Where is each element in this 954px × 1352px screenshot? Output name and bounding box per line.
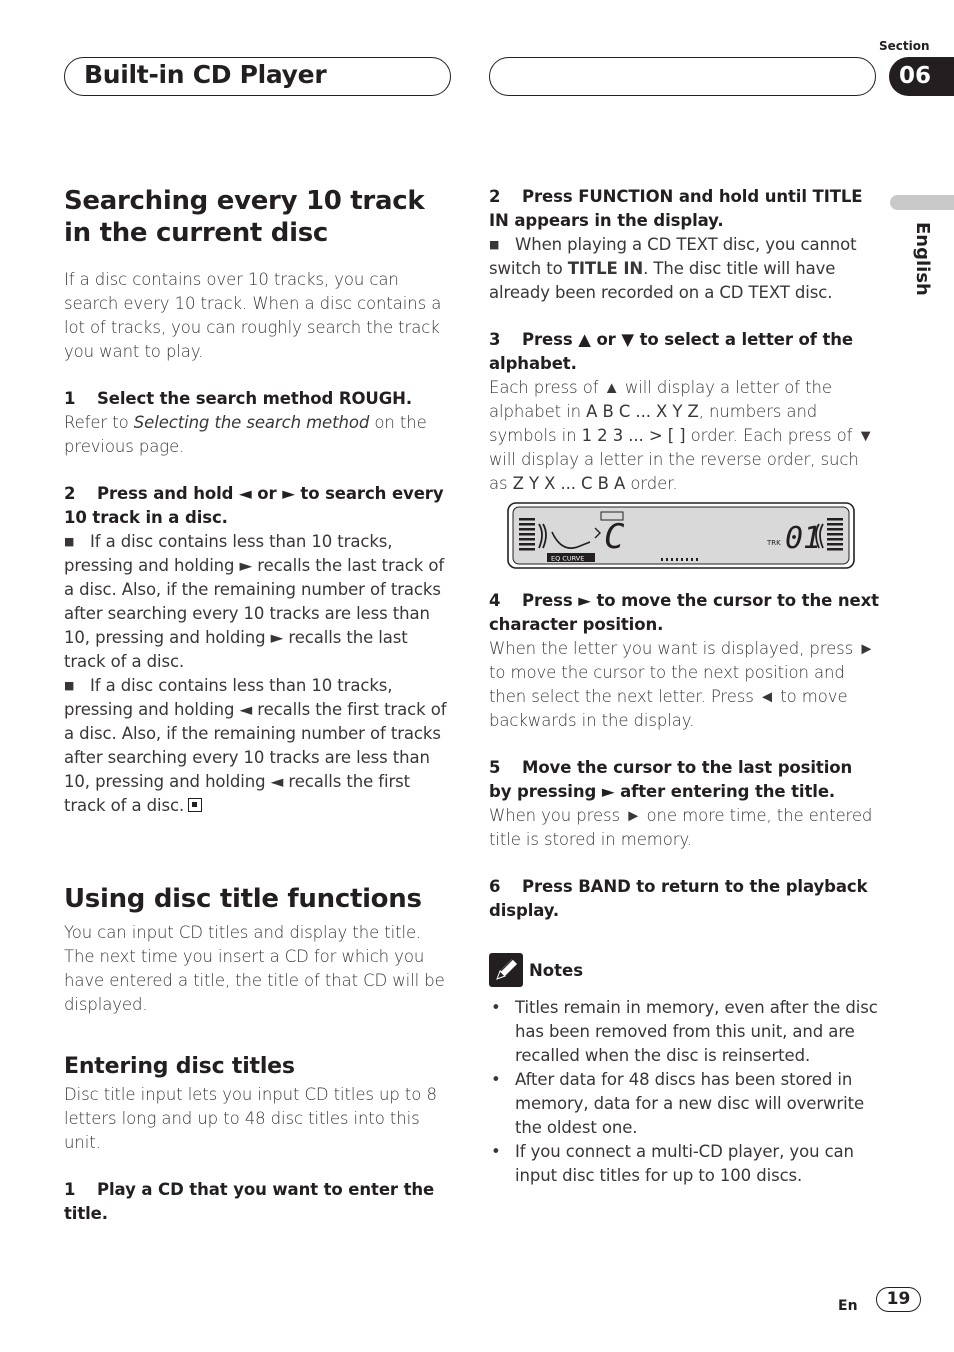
text: order. Each press of ▼ will display a letter in the reverse order, such as xyxy=(489,426,874,493)
step-number: 4 xyxy=(489,591,501,610)
section-label: Section xyxy=(879,39,930,53)
step-number: 1 xyxy=(64,1180,76,1199)
step-text: Press ► to move the cursor to the next character position. xyxy=(489,591,879,634)
bullet-first-track xyxy=(64,674,454,818)
step-select-rough-description xyxy=(64,411,454,459)
step-text: Press ▲ or ▼ to select a letter of the alphabet. xyxy=(489,330,853,373)
note-item: • If you connect a multi-CD player, you can input disc titles for up to 100 discs. xyxy=(489,1140,879,1188)
step-text: Select the search method ROUGH. xyxy=(97,389,413,408)
bullet-text: If a disc contains less than 10 tracks, pressing and holding ► recalls the last track of a disc. Also, if the remaining number of tracks after searching every 10 tracks are less than 10, pressing and holding ► recalls the last track of a disc. xyxy=(64,532,445,671)
step-text: Play a CD that you want to enter the title. xyxy=(64,1180,435,1223)
header-blank-frame xyxy=(489,57,876,96)
step-text: Press FUNCTION and hold until TITLE IN appears in the display. xyxy=(489,187,863,230)
footer-language-code: En xyxy=(838,1298,858,1314)
text: When playing a CD TEXT disc, you cannot switch to xyxy=(489,235,857,278)
letter-sequence: A B C ... X Y Z xyxy=(586,402,699,421)
bullet-last-track xyxy=(64,530,454,674)
step-number: 6 xyxy=(489,877,501,896)
step-select-letter xyxy=(489,328,879,376)
text: Refer to xyxy=(64,413,134,432)
number-sequence: 1 2 3 ... > [ ] xyxy=(581,426,686,445)
step-press-band xyxy=(489,875,879,923)
right-column xyxy=(489,185,879,1188)
square-bullet-icon: ■ xyxy=(64,535,75,548)
lcd-cursor-character: C xyxy=(604,517,625,557)
lcd-display-illustration xyxy=(507,502,855,569)
lcd-eq-curve-label: EQ CURVE xyxy=(551,554,585,563)
step-number: 2 xyxy=(64,484,76,503)
step-move-cursor-description: When the letter you want is displayed, press ► to move the cursor to the next position and then select the next letter. Press ◄ to move backwards in the display. xyxy=(489,639,875,730)
heading-entering-disc-titles: Entering disc titles xyxy=(64,1054,295,1079)
step-number: 2 xyxy=(489,187,501,206)
text: order. xyxy=(625,474,678,493)
reverse-sequence: Z Y X ... C B A xyxy=(512,474,626,493)
step-last-position xyxy=(489,756,879,804)
step-number: 5 xyxy=(489,758,501,777)
text: Each press of ▲ will display a letter of the alphabet in xyxy=(489,378,832,421)
step-text: Press and hold ◄ or ► to search every 10 track in a disc. xyxy=(64,484,444,527)
heading-using-disc-title-functions: Using disc title functions xyxy=(64,884,422,914)
text: . The disc title will have already been recorded on a CD TEXT disc. xyxy=(489,259,836,302)
left-column xyxy=(64,185,454,1226)
note-item: • After data for 48 discs has been stored in memory, data for a new disc will overwrite the oldest one. xyxy=(489,1068,879,1140)
page-number: 19 xyxy=(876,1287,921,1312)
square-bullet-icon: ■ xyxy=(64,679,75,692)
notes-header xyxy=(489,953,879,987)
text: , numbers and symbols in xyxy=(489,402,818,445)
mode-name: TITLE IN xyxy=(567,259,644,278)
bullet-text: If a disc contains less than 10 tracks, pressing and holding ◄ recalls the first track of a disc. Also, if the remaining number of tracks after searching every 10 tracks are less than 10, pressing and holding ◄ recalls the first track of a disc. xyxy=(64,676,447,815)
paragraph-entering-intro: Disc title input lets you input CD titles up to 8 letters long and up to 48 disc titles into this unit. xyxy=(64,1085,437,1152)
chapter-title: Built-in CD Player xyxy=(84,60,327,89)
step-text: Press BAND to return to the playback display. xyxy=(489,877,868,920)
note-item: • Titles remain in memory, even after the disc has been removed from this unit, and are recalled when the disc is reinserted. xyxy=(489,996,879,1068)
language-tab-bar xyxy=(890,195,954,210)
notes-label: Notes xyxy=(529,960,584,980)
square-bullet-icon: ■ xyxy=(489,238,500,251)
step-number: 1 xyxy=(64,389,76,408)
step-last-position-description: When you press ► one more time, the entered title is stored in memory. xyxy=(489,806,873,849)
step-select-letter-description xyxy=(489,376,879,496)
notes-list xyxy=(489,996,879,1188)
bullet-cd-text xyxy=(489,233,879,305)
step-press-and-hold xyxy=(64,482,454,530)
heading-searching-every-10-track: Searching every 10 track in the current disc xyxy=(64,186,425,248)
notes-pencil-icon xyxy=(489,953,523,987)
step-play-cd xyxy=(64,1178,454,1226)
cross-reference: Selecting the search method xyxy=(133,413,370,432)
section-number-badge: 06 xyxy=(889,57,954,96)
step-number: 3 xyxy=(489,330,501,349)
end-of-section-icon xyxy=(188,798,202,812)
step-select-rough xyxy=(64,387,454,411)
lcd-track-number: 01 xyxy=(785,521,822,556)
step-press-function xyxy=(489,185,879,233)
lcd-trk-label: TRK xyxy=(767,539,781,547)
text: on the previous page. xyxy=(64,413,427,456)
step-text: Move the cursor to the last position by pressing ► after entering the title. xyxy=(489,758,853,801)
paragraph-title-intro: You can input CD titles and display the title. The next time you insert a CD for which you have entered a title, the title of that CD will be displayed. xyxy=(64,923,445,1014)
language-tab-label: English xyxy=(912,222,933,296)
paragraph-search-intro: If a disc contains over 10 tracks, you can search every 10 track. When a disc contains a lot of tracks, you can roughly search the track you want to play. xyxy=(64,270,442,361)
step-move-cursor xyxy=(489,589,879,637)
